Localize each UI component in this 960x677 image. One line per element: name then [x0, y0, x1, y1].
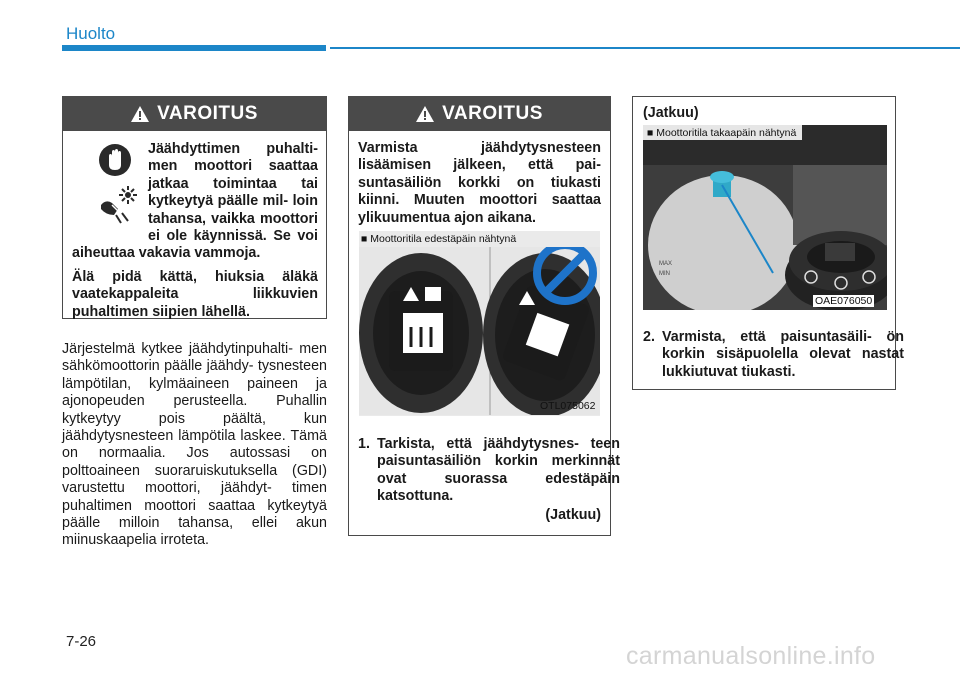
section-title: Huolto	[66, 24, 116, 43]
fan-warning-icon	[98, 185, 138, 225]
cap-front-figure	[359, 231, 600, 416]
step-2	[643, 329, 904, 381]
coolant-warning-text: Varmista jäähdytysnesteen lisäämisen jälkeen, että pai- suntasäiliön korkki on tiukasti kiinni. Muuten moottori saattaa ylikuumentua ajon aikana.	[358, 140, 601, 226]
cap-check-panel	[632, 96, 904, 390]
step-1	[358, 436, 620, 506]
step-number: 1.	[358, 436, 370, 452]
continued-label: (Jatkuu)	[545, 507, 601, 523]
step-text: Tarkista, että jäähdytysnes- teen paisuntasäiliön korkin merkinnät ovat suorassa edestäpäin katsottuna.	[377, 436, 620, 505]
engine-bay-photo	[643, 125, 887, 310]
fan-warning-text: Jäähdyttimen puhalti- men moottori saattaa jatkaa toimintaa tai kytkeytyä päälle mil- loin tahansa, vaikka moottori ei ole käynnissä. Se voi aiheuttaa vakavia vammoja.	[72, 141, 318, 262]
step-number: 2.	[643, 329, 655, 345]
continued-label: (Jatkuu)	[643, 105, 699, 121]
reservoir-cap-photo	[359, 247, 600, 415]
hand-stop-icon	[98, 143, 132, 177]
warning-heading: VAROITUS	[157, 103, 258, 124]
warning-header	[349, 97, 610, 131]
coolant-warning-box	[348, 96, 620, 536]
warning-triangle-icon	[131, 106, 149, 122]
svg-text:MIN: MIN	[659, 271, 670, 277]
figure-id: OAE076050	[815, 295, 873, 307]
fan-description: Järjestelmä kytkee jäähdytinpuhalti- men sähkömoottorin päälle jäähdy- tysnesteen lämpötilan, kylmäaineen paineen ja ajonopeuden perusteella. Puhallin kytkeytyy pois päältä, kun jäähdytysnesteen lämpötila laskee. Tämä on normaalia. Jos autossasi on polttoaineen suoraruiskutuksella (GDI) varustettu moottori, jäähdyt- timen puhaltimen moottori saattaa kytkeytyä päälle milloin tahansa, ellei akun miinuskaapelia irroteta.	[62, 341, 327, 549]
page-number: 7-26	[66, 633, 97, 650]
header-rule-thin	[330, 47, 960, 49]
figure-caption: ■ Moottoritila edestäpäin nähtynä	[361, 233, 517, 245]
figure-id: OTL075062	[540, 400, 596, 412]
watermark: carmanualsonline.info	[626, 642, 876, 670]
warning-header	[63, 97, 326, 131]
fan-warning-box	[62, 96, 327, 319]
warning-heading: VAROITUS	[442, 103, 543, 124]
cap-rear-figure	[643, 125, 887, 310]
figure-caption: ■ Moottoritila takaapäin nähtynä	[643, 125, 802, 140]
svg-text:MAX: MAX	[659, 261, 673, 267]
header-rule-thick	[62, 45, 326, 51]
fan-warning-advice: Älä pidä kättä, hiuksia äläkä vaatekappaleita liikkuvien puhaltimen siipien lähellä.	[72, 268, 318, 320]
warning-triangle-icon	[416, 106, 434, 122]
step-text: Varmista, että paisuntasäili- ön korkin sisäpuolella olevat nastat lukkiutuvat tiukasti.	[662, 329, 904, 380]
